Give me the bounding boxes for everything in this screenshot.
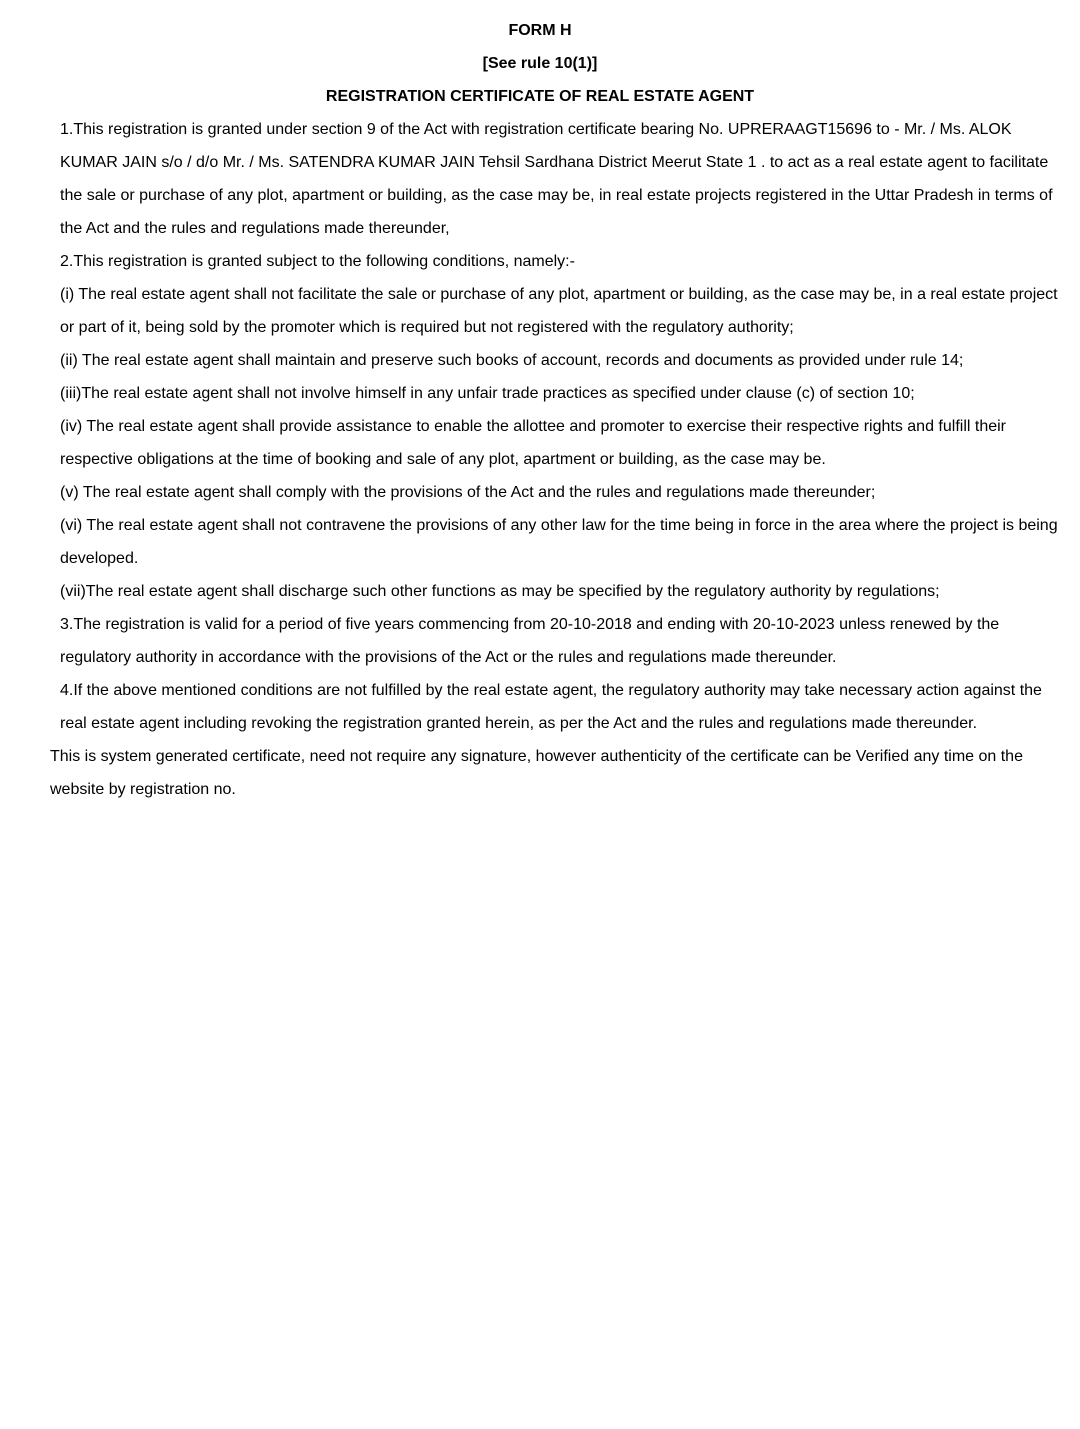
clause-1-registration-grant: 1.This registration is granted under section 9 of the Act with registration certificate bearing No. UPRERAAGT15696 to - Mr. / Ms. ALOK KUMAR JAIN s/o / d/o Mr. / Ms. SATENDRA KUMAR JAIN Tehsil Sardhana District Meerut State 1 . to act as a real estate agent to facilitate the sale or purchase of any plot, apartment or building, as the case may be, in real estate projects registered in the Uttar Pradesh in terms of the Act and the rules and regulations made thereunder, [60, 121, 1053, 237]
condition-vii: (vii)The real estate agent shall discharge such other functions as may be specified by the regulatory authority by regulations; [60, 583, 940, 600]
clauses-section [60, 113, 1060, 740]
condition-vi: (vi) The real estate agent shall not contravene the provisions of any other law for the time being in force in the area where the project is being developed. [60, 517, 1058, 567]
clause-2-conditions-intro: 2.This registration is granted subject to the following conditions, namely:- [60, 253, 575, 270]
system-generated-note: This is system generated certificate, need not require any signature, however authenticity of the certificate can be Verified any time on the website by registration no. [50, 748, 1023, 798]
clause-3-validity-period: 3.The registration is valid for a period of five years commencing from 20-10-2018 and ending with 20-10-2023 unless renewed by the regulatory authority in accordance with the provisions of the Act or the rules and regulations made thereunder. [60, 616, 1000, 666]
form-number-heading: FORM H [508, 22, 572, 39]
condition-iv: (iv) The real estate agent shall provide assistance to enable the allottee and promoter to exercise their respective rights and fulfill their respective obligations at the time of booking and sale of any plot, apartment or building, as the case may be. [60, 418, 1006, 468]
condition-ii: (ii) The real estate agent shall maintain and preserve such books of account, records and documents as provided under rule 14; [60, 352, 964, 369]
clause-4-revocation: 4.If the above mentioned conditions are not fulfilled by the real estate agent, the regulatory authority may take necessary action against the real estate agent including revoking the registration granted herein, as per the Act and the rules and regulations made thereunder. [60, 682, 1042, 732]
condition-iii: (iii)The real estate agent shall not involve himself in any unfair trade practices as specified under clause (c) of section 10; [60, 385, 915, 402]
rule-reference-heading: [See rule 10(1)] [482, 55, 598, 72]
condition-i: (i) The real estate agent shall not facilitate the sale or purchase of any plot, apartment or building, as the case may be, in a real estate project or part of it, being sold by the promoter which is required but not registered with the regulatory authority; [60, 286, 1058, 336]
certificate-title: REGISTRATION CERTIFICATE OF REAL ESTATE AGENT [325, 88, 755, 105]
condition-v: (v) The real estate agent shall comply with the provisions of the Act and the rules and regulations made thereunder; [60, 484, 876, 501]
